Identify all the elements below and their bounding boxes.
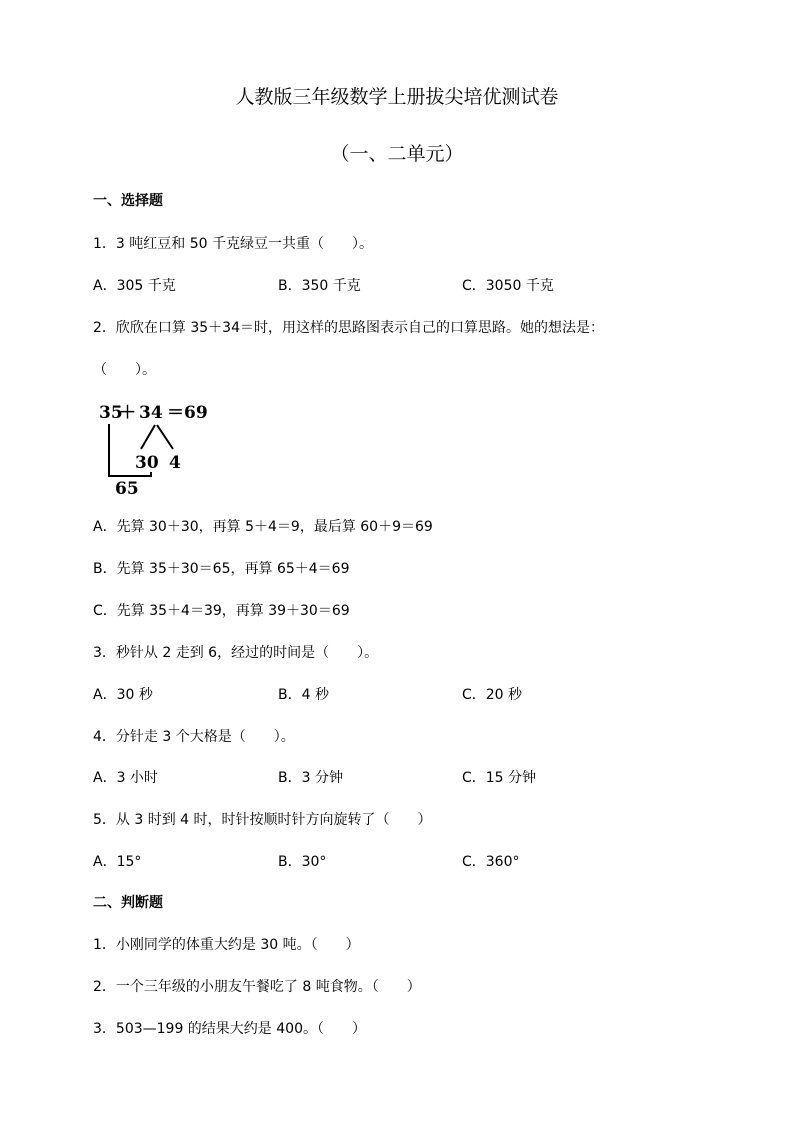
question-3: 3．秒针从 2 走到 6，经过的时间是（ ）。 xyxy=(93,645,379,661)
page-title: 人教版三年级数学上册拔尖培优测试卷 xyxy=(235,86,559,108)
option-c: C．360° xyxy=(462,854,520,870)
option-a: A．3 小时 xyxy=(93,770,158,786)
option-c: C．3050 千克 xyxy=(462,278,554,294)
section-heading-judgement: 二、判断题 xyxy=(93,895,163,911)
option-a: A．先算 30＋30，再算 5＋4＝9，最后算 60＋9＝69 xyxy=(93,519,433,535)
option-c: C．先算 35＋4＝39，再算 39＋30＝69 xyxy=(93,603,350,619)
question-5: 5．从 3 时到 4 时，时针按顺时针方向旋转了（ ） xyxy=(93,812,432,828)
judgement-question-2: 2．一个三年级的小朋友午餐吃了 8 吨食物。（ ） xyxy=(93,979,421,995)
diagram-plus-sign: ＋ xyxy=(119,403,136,423)
diagram-result: ＝69 xyxy=(167,403,208,423)
option-c: C．15 分钟 xyxy=(462,770,537,786)
diagram-number-34: 34 xyxy=(139,403,163,423)
option-b: B．30° xyxy=(278,854,327,870)
judgement-question-3: 3．503—199 的结果大约是 400。（ ） xyxy=(93,1021,366,1037)
option-b: B．先算 35＋30＝65，再算 65＋4＝69 xyxy=(93,561,350,577)
split-line-left xyxy=(141,425,155,449)
page-subtitle: （一、二单元） xyxy=(330,143,464,165)
diagram-number-35: 35 xyxy=(99,403,123,423)
mental-math-diagram xyxy=(95,398,225,502)
option-c: C．20 秒 xyxy=(462,687,523,703)
diagram-split-30: 30 xyxy=(135,453,159,473)
option-b: B．4 秒 xyxy=(278,687,329,703)
option-b: B．3 分钟 xyxy=(278,770,343,786)
question-4: 4．分针走 3 个大格是（ ）。 xyxy=(93,729,295,745)
question-2: 2．欣欣在口算 35＋34＝时，用这样的思路图表示自己的口算思路。她的想法是： xyxy=(93,320,604,336)
split-line-right xyxy=(157,425,173,449)
option-a: A．15° xyxy=(93,854,142,870)
diagram-sum-65: 65 xyxy=(115,479,139,499)
question-2-continuation: （ ）。 xyxy=(93,362,156,378)
option-a: A．305 千克 xyxy=(93,278,176,294)
question-1: 1．3 吨红豆和 50 千克绿豆一共重（ ）。 xyxy=(93,236,373,252)
option-a: A．30 秒 xyxy=(93,687,153,703)
diagram-split-4: 4 xyxy=(169,453,181,473)
option-b: B．350 千克 xyxy=(278,278,361,294)
section-heading-choice: 一、选择题 xyxy=(93,193,163,209)
judgement-question-1: 1．小刚同学的体重大约是 30 吨。（ ） xyxy=(93,937,360,953)
